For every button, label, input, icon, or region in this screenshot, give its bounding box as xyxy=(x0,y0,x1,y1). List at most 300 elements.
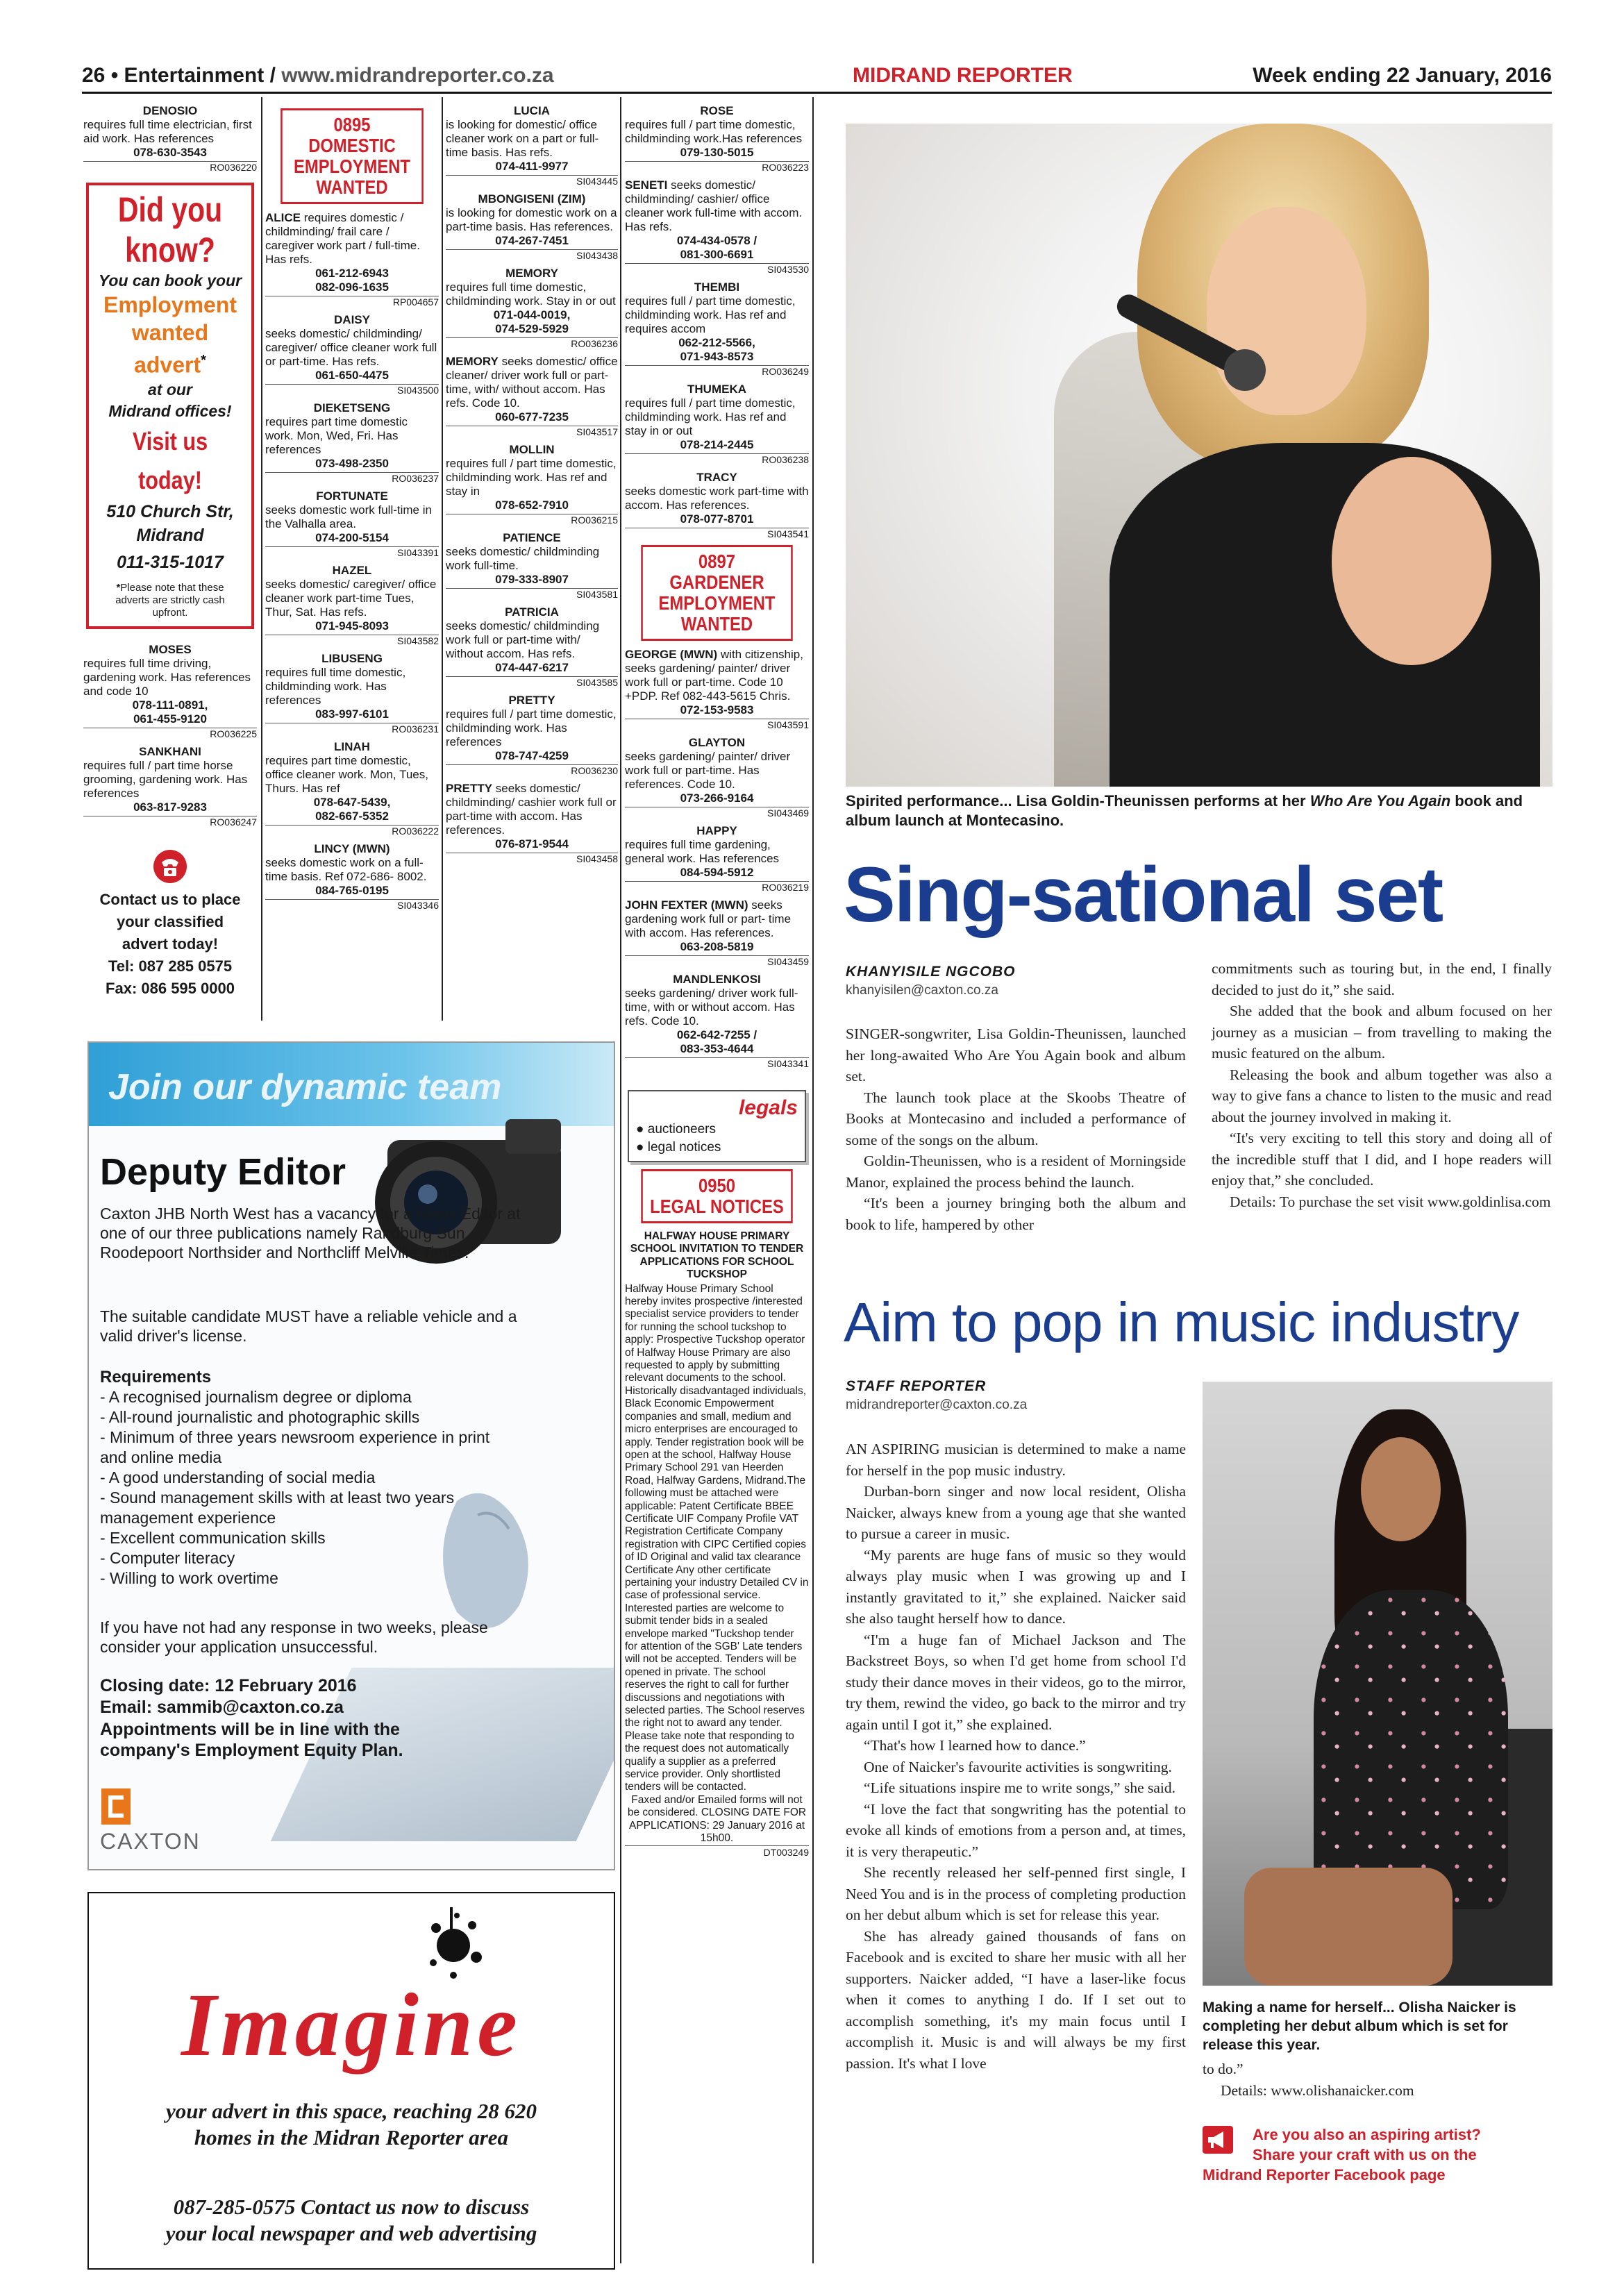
ad-body: requires full / part time domestic, childminding work. Has ref and stay in or out xyxy=(625,396,796,437)
singer-photo xyxy=(846,124,1552,787)
ad-body: seeks domestic/ caregiver/ office cleaner work part-time Tues, Thur, Sat. Has refs. xyxy=(265,578,437,619)
ad-text xyxy=(446,619,618,661)
contact-line-2: your classified xyxy=(116,912,224,930)
paragraph: “That's how I learned how to dance.” xyxy=(864,1737,1086,1754)
ad-reference: SI043581 xyxy=(446,588,618,600)
section-name: • Entertainment / xyxy=(110,64,276,87)
paragraph: AN ASPIRING musician is determined to make a name for herself in the pop music industry. xyxy=(846,1441,1186,1479)
classified-ad xyxy=(446,355,618,437)
ad-name: PATRICIA xyxy=(505,605,559,619)
column-divider xyxy=(620,97,621,2263)
ad-reference: RO036223 xyxy=(625,161,809,173)
promo-you-can: You can book your xyxy=(98,271,242,290)
imagine-advert xyxy=(87,1892,615,2270)
photo-caption-1 xyxy=(846,791,1552,830)
legal-notice-closing: Faxed and/or Emailed forms will not be considered. CLOSING DATE FOR APPLICATIONS: 29 January 2016 at 15h00. xyxy=(627,1793,807,1845)
site-url[interactable]: www.midrandreporter.co.za xyxy=(281,64,554,87)
ad-name: PATIENCE xyxy=(503,531,561,544)
ad-phone[interactable]: 079-130-5015 xyxy=(680,146,754,159)
ad-reference: SI043530 xyxy=(625,263,809,275)
paragraph: Details: To purchase the set visit www.goldinlisa.com xyxy=(1230,1193,1551,1210)
ad-name: DENOSIO xyxy=(142,104,198,117)
ad-name: MOLLIN xyxy=(509,443,555,456)
job-banner-text: Join our dynamic team xyxy=(108,1067,502,1107)
classified-column-4 xyxy=(625,104,809,1859)
ink-splat-icon xyxy=(415,1907,492,1984)
classified-ad xyxy=(446,192,618,261)
job-intro: Caxton JHB North West has a vacancy for a News Editor at one of our three publications namely Randburg Sun, Roodepoort Northsider and Northcliff Melville Times. xyxy=(100,1205,521,1262)
promo-visit: Visit us today! xyxy=(132,426,208,494)
ad-text xyxy=(625,838,809,866)
ad-phone[interactable]: 081-300-6691 xyxy=(680,248,754,261)
requirement-item: - A recognised journalism degree or diploma xyxy=(100,1388,412,1406)
ad-body: seeks domestic/ childminding/ caregiver/ office cleaner work full or part-time. Has refs. xyxy=(265,327,437,368)
ad-reference: SI043391 xyxy=(265,546,439,558)
ad-name: ROSE xyxy=(700,104,734,117)
issue-date: Week ending 22 January, 2016 xyxy=(1253,64,1552,87)
promo-line-2: Share your craft with us on the xyxy=(1253,2146,1477,2163)
ad-phone[interactable]: 074-434-0578 / xyxy=(676,234,757,247)
ad-text xyxy=(625,396,809,438)
ad-reference: RO036247 xyxy=(83,816,257,828)
classified-ad xyxy=(265,401,439,484)
ad-body: seeks gardening work full or part- time with accom. Has references. xyxy=(625,898,792,939)
byline-email[interactable]: khanyisilen@caxton.co.za xyxy=(846,983,998,998)
caxton-logo xyxy=(99,1786,133,1831)
ad-phone[interactable]: 074-200-5154 xyxy=(315,531,389,544)
category-label: WANTED xyxy=(680,613,753,635)
category-label: GARDENER xyxy=(669,571,764,593)
imagine-line-1: your advert in this space, reaching 28 620 xyxy=(166,2099,537,2123)
byline-1 xyxy=(846,964,1016,998)
ad-text xyxy=(265,578,439,619)
ad-body: seeks domestic/ childminding work full-time. xyxy=(446,545,600,572)
classified-ad xyxy=(83,745,257,828)
paragraph: commitments such as touring but, in the end, I finally decided to just do it,” she said. xyxy=(1212,960,1552,998)
ad-phone[interactable]: 078-747-4259 xyxy=(495,749,569,762)
promo-star: * xyxy=(201,353,206,368)
ad-text xyxy=(446,457,618,498)
article-2-column-1 xyxy=(846,1439,1186,2074)
caption-end: book and album launch at Montecasino. xyxy=(846,792,1523,829)
ad-phone[interactable]: 084-594-5912 xyxy=(680,866,754,879)
header-left xyxy=(82,64,554,87)
classified-ad xyxy=(446,267,618,349)
ad-reference: RO036231 xyxy=(265,723,439,735)
ad-name: HAZEL xyxy=(332,564,372,577)
ad-text xyxy=(625,898,809,940)
ad-phone[interactable]: 074-267-7451 xyxy=(495,234,569,247)
imagine-line-4: your local newspaper and web advertising xyxy=(165,2221,537,2245)
page-number: 26 xyxy=(82,64,106,87)
classified-ad xyxy=(446,104,618,187)
classified-ad xyxy=(265,652,439,735)
legal-notice-title: HALFWAY HOUSE PRIMARY SCHOOL INVITATION TO TENDER APPLICATIONS FOR SCHOOL TUCKSHOP xyxy=(630,1230,804,1281)
ad-phone[interactable]: 078-214-2445 xyxy=(680,438,754,451)
ad-body: requires domestic / childminding/ frail care / caregiver work part / full-time. Has refs. xyxy=(265,211,420,266)
promo-telephone: 011-315-1017 xyxy=(117,552,224,572)
ad-name: MOSES xyxy=(149,642,192,656)
olisha-photo xyxy=(1203,1382,1552,1986)
ad-body: requires full time domestic, childminding work. Stay in or out xyxy=(446,280,616,308)
ad-body: with citizenship, seeks gardening/ painter/ driver work full or part-time. Code 10 +PDP. Ref 082-443-5615 Chris. xyxy=(625,648,803,703)
paper-name: MIDRAND REPORTER xyxy=(853,64,1073,87)
ad-body: requires full time gardening, general work. Has references xyxy=(625,838,780,865)
ad-name: DAISY xyxy=(334,313,370,326)
ad-body: requires full time electrician, first aid work. Has references xyxy=(83,118,252,145)
job-response: If you have not had any response in two weeks, please consider your application unsuccessful. xyxy=(100,1618,488,1656)
ad-reference: SI043458 xyxy=(446,853,618,864)
ad-phone[interactable]: 063-817-9283 xyxy=(133,800,207,814)
ad-phone[interactable]: 062-642-7255 / xyxy=(676,1028,757,1041)
legals-box xyxy=(628,1090,806,1162)
classified-ad xyxy=(446,531,618,600)
promo-know: know? xyxy=(125,231,215,269)
byline-name: KHANYISILE NGCOBO xyxy=(846,964,1016,980)
ad-name: FORTUNATE xyxy=(316,489,388,503)
singer-shoulder xyxy=(1332,457,1491,665)
column-divider xyxy=(442,97,443,1021)
ad-phone[interactable]: 061-212-6943 xyxy=(315,267,389,280)
ad-phone[interactable]: 074-529-5929 xyxy=(495,322,569,335)
olisha-face xyxy=(1361,1437,1441,1541)
phone-icon xyxy=(152,848,188,885)
ad-text xyxy=(83,657,257,698)
promo-line-1: Are you also an aspiring artist? xyxy=(1253,2126,1481,2143)
ad-phone[interactable]: 062-212-5566, xyxy=(678,336,755,349)
headline-2: Aim to pop in music industry xyxy=(844,1291,1519,1353)
ad-body: requires full / part time domestic, childminding work. Has references xyxy=(446,707,617,748)
paragraph: One of Naicker's favourite activities is songwriting. xyxy=(864,1758,1172,1775)
ad-reference: SI043445 xyxy=(446,175,618,187)
ad-inline-name: PRETTY xyxy=(446,782,493,795)
ad-phone[interactable]: 079-333-8907 xyxy=(495,573,569,586)
ad-reference: SI043459 xyxy=(625,955,809,967)
ad-phone[interactable]: 078-647-5439, xyxy=(313,796,391,809)
category-domestic xyxy=(281,108,424,204)
paragraph: Releasing the book and album together was also a way to give fans a chance to listen to the music and read about the journey involved in making it. xyxy=(1212,1066,1552,1125)
olisha-dress xyxy=(1314,1590,1508,1909)
paragraph: SINGER-songwriter, Lisa Goldin-Theunissen, launched her long-awaited Who Are You Again book and album set. xyxy=(846,1025,1186,1084)
ad-phone[interactable]: 071-943-8573 xyxy=(680,350,754,363)
ad-text xyxy=(446,707,618,749)
contact-line-3: advert today! xyxy=(122,935,219,953)
classified-ad xyxy=(83,643,257,739)
ad-text xyxy=(446,118,618,160)
paragraph: “Life situations inspire me to write songs,” she said. xyxy=(864,1779,1176,1796)
ad-phone[interactable]: 082-667-5352 xyxy=(315,810,389,823)
paragraph: She has already gained thousands of fans on Facebook and is excited to share her music with all her supporters. Naicker added, “I have a laser-like focus when it comes to anything I do. If I set out to accomplish something, it's my main focus until I accomplish it. Music is and will always be my first passion. It's what I love xyxy=(846,1927,1186,2072)
classified-ad xyxy=(446,443,618,526)
category-label: EMPLOYMENT xyxy=(658,592,776,614)
ad-reference: SI043341 xyxy=(625,1057,809,1069)
classified-ad xyxy=(265,211,439,308)
legal-notice xyxy=(625,1230,809,1859)
requirement-item: - Minimum of three years newsroom experience in print and online media xyxy=(100,1428,490,1466)
ad-text xyxy=(265,327,439,369)
ad-body: seeks domestic/ childminding work full or part-time with/ without accom. Has refs. xyxy=(446,619,600,660)
job-closing: Closing date: 12 February 2016 xyxy=(100,1676,357,1695)
requirement-item: - Excellent communication skills xyxy=(100,1529,326,1547)
category-label: LEGAL NOTICES xyxy=(650,1196,784,1217)
promo-note-text: Please note that these adverts are strictly cash upfront. xyxy=(115,581,225,619)
ad-text xyxy=(446,355,618,410)
ad-inline-name: SENETI xyxy=(625,178,668,192)
category-label: EMPLOYMENT xyxy=(294,156,410,177)
legal-notice-ref: DT003249 xyxy=(625,1845,809,1859)
contact-box xyxy=(83,848,257,1000)
ad-reference: RP004657 xyxy=(265,296,439,308)
ad-phone[interactable]: 084-765-0195 xyxy=(315,884,389,897)
promo-advert: advert xyxy=(134,352,201,378)
ad-phone[interactable]: 076-871-9544 xyxy=(495,837,569,850)
ad-name: TRACY xyxy=(696,471,737,484)
ad-text xyxy=(625,648,809,703)
ad-phone[interactable]: 071-044-0019, xyxy=(493,308,571,321)
classified-ad xyxy=(265,313,439,396)
ad-reference: RO036220 xyxy=(83,161,257,173)
job-title: Deputy Editor xyxy=(100,1151,346,1193)
ad-name: GLAYTON xyxy=(688,736,746,749)
byline-name: STAFF REPORTER xyxy=(846,1378,987,1394)
requirement-item: - A good understanding of social media xyxy=(100,1468,376,1486)
job-candidate: The suitable candidate MUST have a reliable vehicle and a valid driver's license. xyxy=(100,1307,517,1345)
ad-text xyxy=(446,206,618,234)
promo-box xyxy=(86,183,254,629)
caxton-logo-text: CAXTON xyxy=(100,1829,201,1854)
ad-text xyxy=(265,415,439,457)
paragraph: “My parents are huge fans of music so they would always play music when I was growing up and I instantly gravitated to it,” she explained. Naicker said she also taught herself how to dance. xyxy=(846,1546,1186,1627)
imagine-title: Imagine xyxy=(181,1975,521,2075)
promo-at-our: at our xyxy=(148,380,192,399)
ad-body: requires part time domestic, office cleaner work. Mon, Tues, Thurs. Has ref xyxy=(265,754,428,795)
job-email[interactable]: Email: sammib@caxton.co.za xyxy=(100,1698,344,1717)
promo-employment: Employment xyxy=(103,292,237,317)
category-number: 0897 xyxy=(698,551,735,572)
ad-text xyxy=(625,178,809,234)
ad-body: seeks domestic work full-time in the Valhalla area. xyxy=(265,503,432,530)
classified-ad xyxy=(625,178,809,275)
classified-ad xyxy=(625,104,809,173)
ad-text xyxy=(625,118,809,146)
promo-note xyxy=(92,578,249,619)
classified-ad xyxy=(265,489,439,558)
category-number: 0950 xyxy=(698,1175,735,1196)
classified-ad xyxy=(265,740,439,837)
ad-text xyxy=(446,280,618,308)
ad-body: seeks domestic/ office cleaner/ driver work full or part- time, with/ without accom. Has refs. Code 10. xyxy=(446,355,618,410)
category-legal xyxy=(641,1169,792,1223)
imagine-line-2: homes in the Midran Reporter area xyxy=(194,2125,509,2150)
classified-ad xyxy=(625,824,809,893)
ad-phone[interactable]: 078-630-3543 xyxy=(133,146,207,159)
legals-item: ● legal notices xyxy=(636,1140,721,1155)
ad-reference: RO036236 xyxy=(446,337,618,349)
requirement-item: - Sound management skills with at least two years management experience xyxy=(100,1489,455,1527)
promo-wanted: wanted xyxy=(131,320,209,345)
ad-phone[interactable]: 083-997-6101 xyxy=(315,707,389,721)
promo-note-star: * xyxy=(116,581,121,594)
ad-phone[interactable]: 072-153-9583 xyxy=(680,703,754,717)
job-requirements xyxy=(100,1387,517,1589)
ad-phone[interactable]: 061-650-4475 xyxy=(315,369,389,382)
ad-reference: RO036249 xyxy=(625,365,809,377)
classified-ad xyxy=(625,648,809,730)
ad-body: seeks domestic/ childminding/ cashier/ office cleaner work full-time with accom. Has refs. xyxy=(625,178,803,233)
ad-reference: SI043500 xyxy=(265,384,439,396)
classified-ad xyxy=(265,564,439,646)
ad-phone[interactable]: 073-266-9164 xyxy=(680,791,754,805)
paragraph: She added that the book and album focused on her journey as a musician – from travelling to making the music featured on the album. xyxy=(1212,1003,1552,1062)
ad-text xyxy=(265,856,439,884)
requirement-item: - Computer literacy xyxy=(100,1549,235,1567)
paragraph: Goldin-Theunissen, who is a resident of Morningside Manor, explained the process behind the launch. xyxy=(846,1153,1186,1191)
promo-offices: Midrand offices! xyxy=(108,401,232,420)
ad-phone[interactable]: 078-077-8701 xyxy=(680,512,754,526)
ad-name: LIBUSENG xyxy=(321,652,383,665)
ad-body: seeks domestic/ childminding/ cashier work full or part-time with accom. Has references. xyxy=(446,782,617,837)
contact-fax: Fax: 086 595 0000 xyxy=(106,979,235,997)
ad-name: LINAH xyxy=(334,740,370,753)
ad-body: requires full / part time domestic, childminding work. Has ref and requires accom xyxy=(625,294,796,335)
classified-ad xyxy=(625,736,809,819)
olisha-legs xyxy=(1244,1868,1453,1986)
legals-title: legals xyxy=(738,1096,798,1119)
ad-body: seeks domestic work on a full-time basis. Ref 072-686- 8002. xyxy=(265,856,427,883)
ad-text xyxy=(265,666,439,707)
classified-ad xyxy=(265,842,439,911)
ad-phone[interactable]: 060-677-7235 xyxy=(495,410,569,424)
caption-italic: Who Are You Again xyxy=(1309,792,1451,810)
byline-email[interactable]: midrandreporter@caxton.co.za xyxy=(846,1398,1028,1412)
byline-2 xyxy=(846,1378,1027,1413)
ad-name: MEMORY xyxy=(505,267,558,280)
header-rule xyxy=(82,92,1552,94)
classified-ad xyxy=(625,471,809,539)
ad-phone[interactable]: 083-353-4644 xyxy=(680,1042,754,1055)
category-gardener xyxy=(641,545,792,641)
promo-address-2: Midrand xyxy=(136,525,204,545)
ad-reference: RO036230 xyxy=(446,764,618,776)
ad-name: HAPPY xyxy=(696,824,737,837)
classified-column-1 xyxy=(83,104,257,1000)
ad-phone[interactable]: 078-111-0891, xyxy=(132,698,208,712)
classified-ad xyxy=(625,383,809,465)
classified-column-3 xyxy=(446,104,618,870)
job-requirements-title: Requirements xyxy=(100,1368,212,1386)
megaphone-icon xyxy=(1203,2126,1233,2154)
ad-reference: SI043469 xyxy=(625,807,809,819)
paragraph: to do.” xyxy=(1203,2061,1244,2077)
ad-text xyxy=(446,782,618,837)
paragraph: The launch took place at the Skoobs Theatre of Books at Montecasino and included a performance of some of the songs on the album. xyxy=(846,1089,1186,1148)
ad-body: seeks gardening/ driver work full-time, with or without accom. Has refs. Code 10. xyxy=(625,987,798,1028)
artist-promo[interactable] xyxy=(1203,2125,1552,2185)
ad-body: requires full / part time domestic, childminding work. Has ref and stay in xyxy=(446,457,617,498)
ad-inline-name: GEORGE (MWN) xyxy=(625,648,718,661)
ad-name: MBONGISENI (ZIM) xyxy=(478,192,586,206)
article-1-column-2 xyxy=(1212,958,1552,1212)
paragraph: “I'm a huge fan of Michael Jackson and The Backstreet Boys, so when I'd get home from school I'd study their dance moves in their videos, go to the mirror, try them, rewind the video, go back to the mirror and try again until I got it,” she explained. xyxy=(846,1631,1186,1733)
ad-inline-name: ALICE xyxy=(265,211,301,224)
promo-did-you: Did you xyxy=(117,190,223,229)
ad-text xyxy=(625,485,809,512)
contact-tel[interactable]: Tel: 087 285 0575 xyxy=(108,957,233,975)
legals-item-label: legal notices xyxy=(647,1140,721,1155)
ad-text xyxy=(83,759,257,801)
ad-body: requires full time driving, gardening work. Has references and code 10 xyxy=(83,656,251,698)
legals-item: ● auctioneers xyxy=(636,1122,716,1137)
ad-reference: SI043541 xyxy=(625,528,809,539)
ad-phone[interactable]: 074-411-9977 xyxy=(495,160,569,173)
classified-ad xyxy=(446,782,618,864)
ad-text xyxy=(83,118,257,146)
photo-caption-2: Making a name for herself... Olisha Naicker is completing her debut album which is set for release this year. xyxy=(1203,2000,1516,2053)
ad-name: PRETTY xyxy=(508,694,555,707)
ad-body: seeks domestic work part-time with accom. Has references. xyxy=(625,485,809,512)
ad-phone[interactable]: 074-447-6217 xyxy=(495,661,569,674)
classified-ad xyxy=(446,605,618,688)
ad-reference: SI043517 xyxy=(446,426,618,437)
ad-body: requires part time domestic work. Mon, Wed, Fri. Has references xyxy=(265,415,408,456)
paragraph: “It's been a journey bringing both the album and book to life, hampered by other xyxy=(846,1195,1186,1233)
ad-reference: SI043346 xyxy=(265,899,439,911)
ad-text xyxy=(625,750,809,791)
ad-name: THUMEKA xyxy=(687,383,746,396)
ad-name: DIEKETSENG xyxy=(313,401,391,414)
ad-reference: SI043585 xyxy=(446,676,618,688)
ad-text xyxy=(446,545,618,573)
category-label: DOMESTIC xyxy=(308,135,396,156)
ad-body: is looking for domestic work on a part-time basis. Has references. xyxy=(446,206,617,233)
column-divider xyxy=(812,97,814,2263)
ad-name: THEMBI xyxy=(694,280,740,294)
paragraph: “I love the fact that songwriting has the potential to evoke all kinds of emotions from a person and, at times, it is very therapeutic.” xyxy=(846,1800,1186,1860)
promo-advert-line xyxy=(92,346,249,379)
ad-reference: RO036225 xyxy=(83,728,257,739)
ad-text xyxy=(265,211,439,267)
ad-body: requires full time domestic, childminding work. Has references xyxy=(265,666,406,707)
contact-line-1: Contact us to place xyxy=(99,890,241,908)
ad-phone[interactable]: 071-945-8093 xyxy=(315,619,389,632)
ad-phone[interactable]: 063-208-5819 xyxy=(680,940,754,953)
ad-phone[interactable]: 082-096-1635 xyxy=(315,280,389,294)
article-1-column-1 xyxy=(846,1023,1186,1235)
category-number: 0895 xyxy=(333,114,371,135)
ad-text xyxy=(265,503,439,531)
ad-reference: RO036215 xyxy=(446,514,618,526)
classified-ad xyxy=(625,898,809,967)
ad-body: requires full / part time horse grooming, gardening work. Has references xyxy=(83,758,248,800)
paragraph: Details: www.olishanaicker.com xyxy=(1221,2081,1414,2099)
promo-line-3: Midrand Reporter Facebook page xyxy=(1203,2166,1446,2184)
ad-name: SANKHANI xyxy=(139,744,201,758)
category-label: WANTED xyxy=(316,176,388,198)
paragraph: She recently released her self-penned first single, I Need You and is in the process of completing production on her debut album which is set for release this year. xyxy=(846,1864,1186,1923)
caption-text: Spirited performance... Lisa Goldin-Theunissen performs at her xyxy=(846,792,1310,810)
ad-inline-name: MEMORY xyxy=(446,355,499,368)
ad-text xyxy=(265,754,439,796)
ad-reference: SI043582 xyxy=(265,635,439,646)
ad-text xyxy=(625,294,809,336)
ad-reference: RO036219 xyxy=(625,881,809,893)
ad-name: LINCY (MWN) xyxy=(314,842,390,855)
ad-phone[interactable]: 073-498-2350 xyxy=(315,457,389,470)
caxton-logo-icon xyxy=(99,1786,133,1827)
job-equity: Appointments will be in line with the company's Employment Equity Plan. xyxy=(100,1720,403,1760)
ad-phone[interactable]: 078-652-7910 xyxy=(495,498,569,512)
ad-phone[interactable]: 061-455-9120 xyxy=(133,712,207,726)
